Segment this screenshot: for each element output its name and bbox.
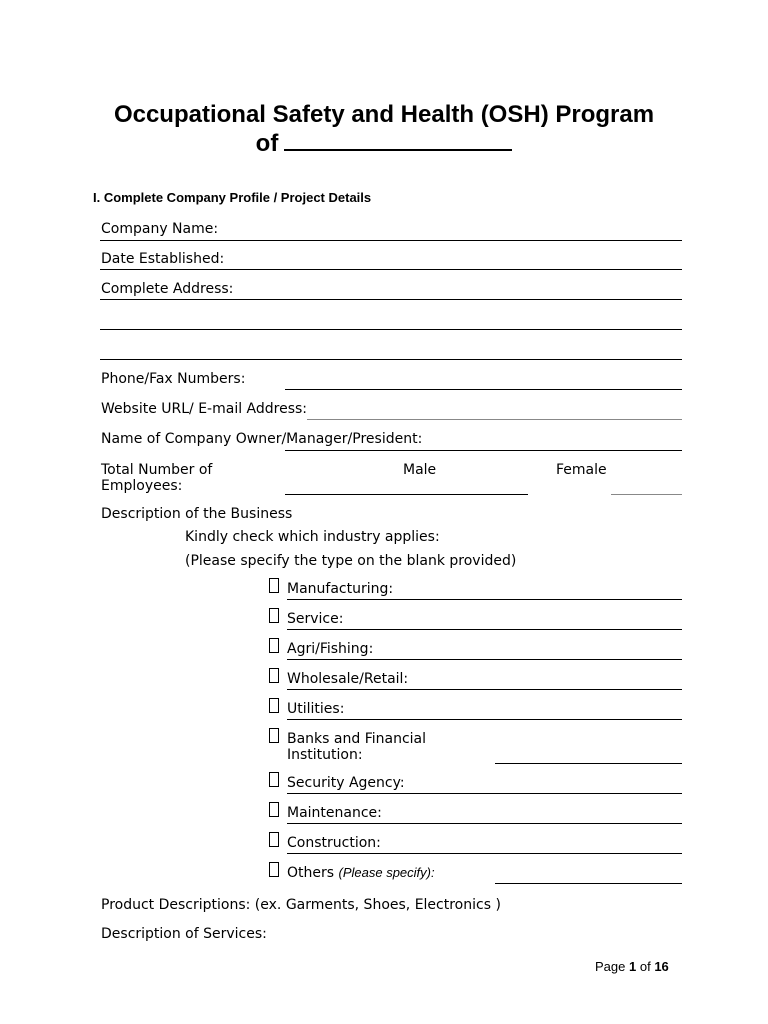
industry-field-security-agency[interactable]	[287, 793, 682, 794]
industry-label-maintenance: Maintenance:	[287, 805, 382, 821]
industry-field-construction[interactable]	[287, 853, 682, 854]
title-line-1: Occupational Safety and Health (OSH) Program	[113, 101, 655, 128]
address-field-line-1[interactable]	[100, 299, 682, 300]
address-field-line-3[interactable]	[100, 359, 682, 360]
title-blank-line[interactable]	[284, 129, 512, 151]
page-number	[595, 959, 669, 974]
product-descriptions-label: Product Descriptions: (ex. Garments, Shoes, Electronics )	[101, 897, 501, 913]
date-established-label: Date Established:	[101, 251, 225, 267]
industry-label-manufacturing: Manufacturing:	[287, 581, 394, 597]
page-total: 16	[654, 959, 669, 974]
checkbox-utilities[interactable]	[269, 698, 279, 713]
industry-field-service[interactable]	[287, 629, 682, 630]
checkbox-others[interactable]	[269, 862, 279, 877]
male-count-field[interactable]	[388, 494, 528, 495]
total-employees-label: Total Number of Employees:	[101, 462, 213, 494]
website-field[interactable]	[307, 419, 682, 420]
checkbox-service[interactable]	[269, 608, 279, 623]
industry-field-utilities[interactable]	[287, 719, 682, 720]
checkbox-agri-fishing[interactable]	[269, 638, 279, 653]
checkbox-manufacturing[interactable]	[269, 578, 279, 593]
title-line-2	[0, 129, 768, 158]
industry-label-wholesale-retail: Wholesale/Retail:	[287, 671, 409, 687]
page-label: Page	[595, 959, 626, 974]
industry-field-maintenance[interactable]	[287, 823, 682, 824]
female-label: Female	[556, 462, 607, 478]
title-of-label: of	[255, 130, 279, 157]
checkbox-banks[interactable]	[269, 728, 279, 743]
description-services-label: Description of Services:	[101, 926, 267, 942]
checkbox-construction[interactable]	[269, 832, 279, 847]
address-field-line-2[interactable]	[100, 329, 682, 330]
industry-field-wholesale-retail[interactable]	[287, 689, 682, 690]
total-employees-field[interactable]	[285, 494, 388, 495]
industry-label-utilities: Utilities:	[287, 701, 345, 717]
complete-address-label: Complete Address:	[101, 281, 234, 297]
industry-label-agri-fishing: Agri/Fishing:	[287, 641, 374, 657]
phone-fax-field[interactable]	[285, 389, 682, 390]
company-name-field[interactable]	[100, 240, 682, 241]
website-label: Website URL/ E-mail Address:	[101, 401, 308, 417]
industry-label-service: Service:	[287, 611, 344, 627]
owner-label: Name of Company Owner/Manager/President:	[101, 431, 423, 447]
industry-label-construction: Construction:	[287, 835, 381, 851]
industry-field-others[interactable]	[495, 883, 682, 884]
phone-fax-label: Phone/Fax Numbers:	[101, 371, 246, 387]
industry-label-security-agency: Security Agency:	[287, 775, 405, 791]
business-description-label: Description of the Business	[101, 506, 293, 522]
document-title	[0, 100, 768, 158]
male-label: Male	[403, 462, 437, 478]
checkbox-maintenance[interactable]	[269, 802, 279, 817]
section-heading: I. Complete Company Profile / Project Details	[93, 190, 372, 205]
industry-note: (Please specify the type on the blank provided)	[185, 553, 517, 569]
date-established-field[interactable]	[100, 269, 682, 270]
company-name-label: Company Name:	[101, 221, 219, 237]
checkbox-security-agency[interactable]	[269, 772, 279, 787]
industry-field-banks[interactable]	[495, 763, 682, 764]
industry-label-banks: Banks and Financial Institution:	[287, 731, 427, 763]
page-current: 1	[629, 959, 637, 974]
female-count-field[interactable]	[611, 494, 682, 495]
owner-field[interactable]	[285, 450, 682, 451]
others-label: Others	[287, 865, 335, 881]
others-note: (Please specify):	[338, 865, 435, 880]
industry-field-manufacturing[interactable]	[287, 599, 682, 600]
industry-instruction: Kindly check which industry applies:	[185, 529, 440, 545]
page-of-label: of	[639, 959, 651, 974]
checkbox-wholesale-retail[interactable]	[269, 668, 279, 683]
industry-field-agri-fishing[interactable]	[287, 659, 682, 660]
industry-label-others	[287, 865, 435, 881]
